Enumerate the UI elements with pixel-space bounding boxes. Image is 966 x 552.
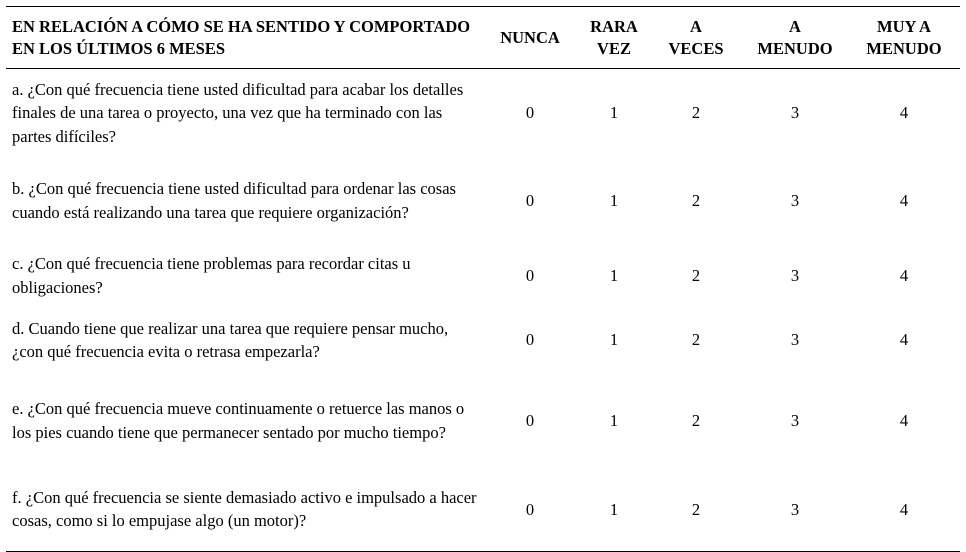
score-rara-vez: 1: [578, 468, 650, 552]
score-a-menudo: 3: [790, 265, 800, 285]
option-header-line2: VEZ: [597, 38, 631, 58]
score-muy-a-menudo: 4: [848, 468, 960, 552]
score-a-menudo: 3: [790, 410, 800, 430]
option-header-muy-a-menudo: [848, 7, 960, 69]
question-column-header: EN RELACIÓN A CÓMO SE HA SENTIDO Y COMPORTADO EN LOS ÚLTIMOS 6 MESES: [6, 7, 482, 69]
score-a-veces: 2: [691, 190, 701, 210]
table-row-a: [6, 69, 960, 157]
score-rara-vez: 1: [609, 265, 619, 285]
table-row-e: [6, 374, 960, 468]
question-text: c. ¿Con qué frecuencia tiene problemas para recordar citas u obligaciones?: [12, 254, 411, 297]
table-row-d: [6, 307, 960, 374]
question-text: f. ¿Con qué frecuencia se siente demasiado activo e impulsado a hacer cosas, como si lo empujase algo (un motor)?: [6, 468, 482, 552]
frequency-survey-table: [6, 6, 960, 552]
score-a-veces: 2: [691, 330, 701, 350]
score-nunca: 0: [525, 103, 535, 122]
score-muy-a-menudo: 4: [899, 410, 909, 430]
option-header-a-veces: [650, 7, 742, 69]
score-muy-a-menudo: 4: [899, 265, 909, 285]
score-rara-vez: 1: [609, 103, 619, 122]
option-header-line1: NUNCA: [500, 27, 560, 47]
score-a-menudo: 3: [742, 468, 848, 552]
score-muy-a-menudo: 4: [899, 190, 909, 210]
score-a-menudo: 3: [790, 330, 800, 350]
question-text: a. ¿Con qué frecuencia tiene usted dificultad para acabar los detalles finales de una tarea o proyecto, una vez que ha terminado con las partes difíciles?: [12, 79, 464, 146]
option-header-line2: VECES: [668, 38, 724, 58]
option-header-nunca: [482, 7, 578, 69]
score-nunca: 0: [482, 468, 578, 552]
option-header-line1: A: [789, 16, 801, 36]
score-nunca: 0: [525, 190, 535, 210]
score-a-menudo: 3: [790, 190, 800, 210]
score-rara-vez: 1: [609, 410, 619, 430]
score-a-menudo: 3: [790, 103, 800, 122]
option-header-line2: MENUDO: [866, 38, 942, 58]
table-header-row: [6, 7, 960, 69]
score-a-veces: 2: [691, 103, 701, 122]
table-row-c: [6, 245, 960, 307]
score-nunca: 0: [525, 330, 535, 350]
table-row-f: [6, 468, 960, 552]
score-nunca: 0: [525, 265, 535, 285]
score-muy-a-menudo: 4: [899, 103, 909, 122]
option-header-a-menudo: [742, 7, 848, 69]
option-header-line1: A: [690, 16, 702, 36]
question-text: e. ¿Con qué frecuencia mueve continuamente o retuerce las manos o los pies cuando tiene que permanecer sentado por mucho tiempo?: [12, 399, 465, 442]
table-row-b: [6, 157, 960, 245]
question-text: d. Cuando tiene que realizar una tarea que requiere pensar mucho, ¿con qué frecuencia evita o retrasa empezarla?: [12, 318, 449, 361]
option-header-rara-vez: [578, 7, 650, 69]
score-a-veces: 2: [650, 468, 742, 552]
option-header-line2: MENUDO: [757, 38, 833, 58]
score-a-veces: 2: [691, 410, 701, 430]
score-rara-vez: 1: [609, 330, 619, 350]
option-header-line1: MUY A: [877, 16, 931, 36]
score-muy-a-menudo: 4: [899, 330, 909, 350]
question-text: b. ¿Con qué frecuencia tiene usted dificultad para ordenar las cosas cuando está realizando una tarea que requiere organización?: [12, 179, 456, 222]
score-nunca: 0: [525, 410, 535, 430]
score-a-veces: 2: [691, 265, 701, 285]
option-header-line1: RARA: [590, 16, 638, 36]
score-rara-vez: 1: [609, 190, 619, 210]
